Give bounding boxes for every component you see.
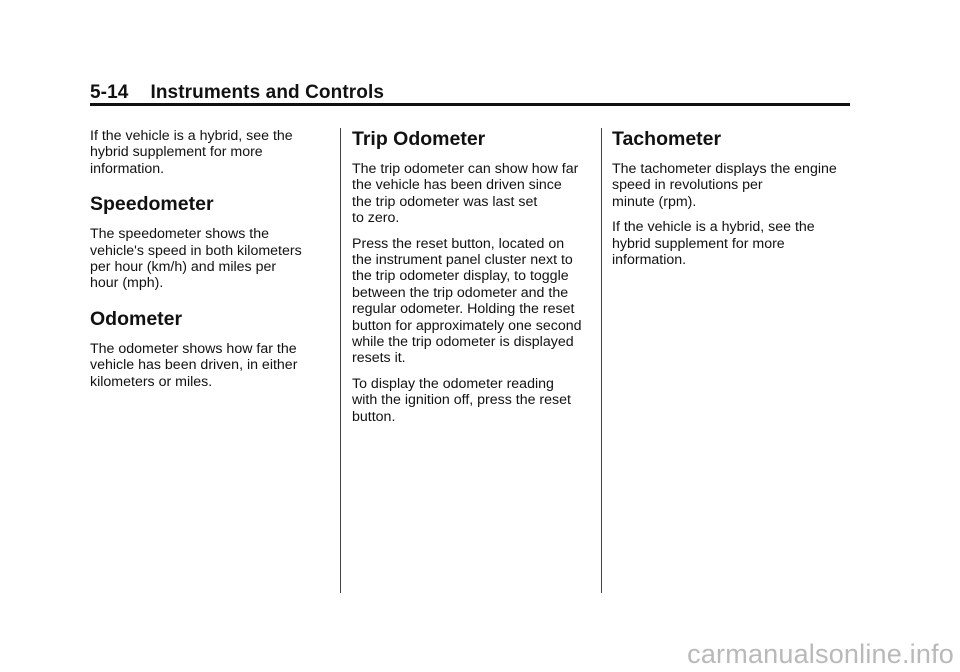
column-left: [90, 128, 330, 399]
speedometer-paragraph: The speedometer shows the vehicle's speed in both kilometers per hour (km/h) and miles per hour (mph).: [90, 226, 302, 292]
tachometer-heading: Tachometer: [612, 128, 722, 150]
column-divider-right: [601, 128, 602, 593]
trip-odometer-heading: Trip Odometer: [352, 128, 486, 150]
intro-paragraph: If the vehicle is a hybrid, see the hybrid supplement for more information.: [90, 128, 293, 177]
tachometer-paragraph-1: The tachometer displays the engine speed in revolutions per minute (rpm).: [612, 161, 837, 210]
tachometer-paragraph-2: If the vehicle is a hybrid, see the hybrid supplement for more information.: [612, 219, 815, 269]
speedometer-heading: Speedometer: [90, 193, 214, 216]
odometer-paragraph: The odometer shows how far the vehicle has been driven, in either kilometers or miles.: [90, 340, 298, 390]
trip-odometer-paragraph-2: Press the reset button, located on the instrument panel cluster next to the trip odometer display, to toggle between the trip odometer and the regular odometer. Holding the reset button for approximately one second while the trip odometer is displayed resets it.: [352, 235, 582, 367]
page-header: [90, 82, 384, 104]
column-divider-left: [340, 128, 341, 593]
page-number: 5-14: [90, 82, 129, 103]
watermark-text: carmanualsonline.info: [687, 639, 954, 669]
odometer-heading: Odometer: [90, 307, 183, 330]
trip-odometer-paragraph-3: To display the odometer reading with the ignition off, press the reset button.: [352, 375, 571, 425]
trip-odometer-paragraph-1: The trip odometer can show how far the vehicle has been driven since the trip odometer was last set to zero.: [352, 161, 579, 227]
column-right: [612, 127, 852, 277]
column-middle: [352, 127, 592, 434]
section-title: Instruments and Controls: [150, 82, 385, 103]
header-rule: [90, 103, 850, 106]
